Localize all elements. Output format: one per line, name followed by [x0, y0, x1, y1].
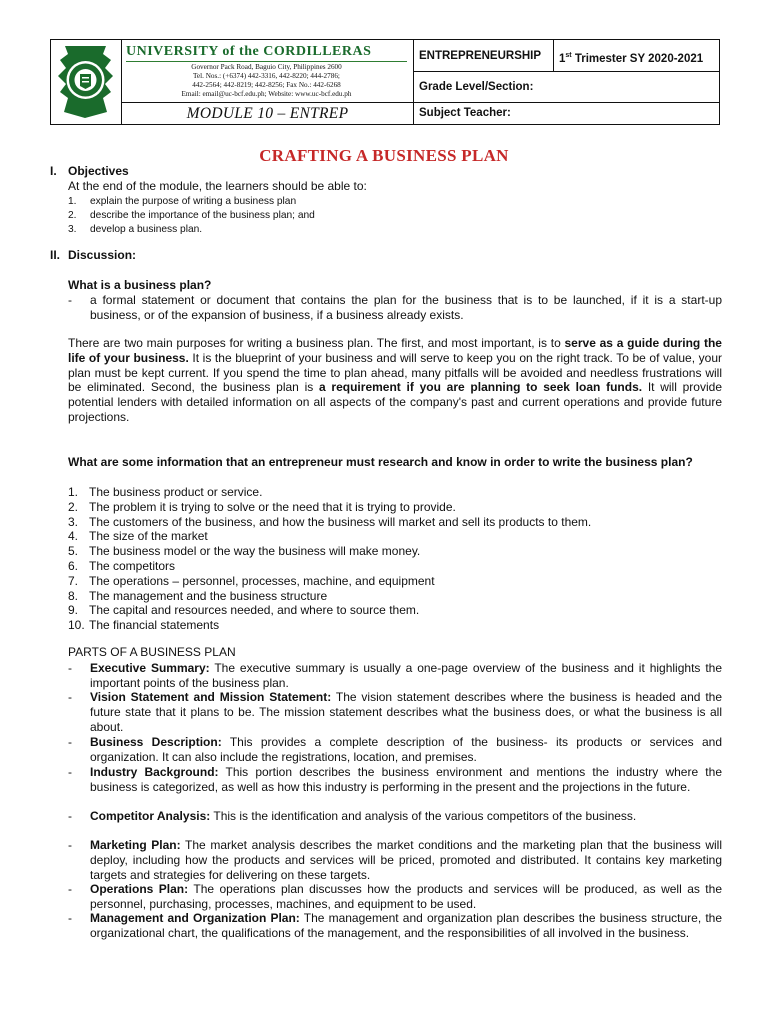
- plan-part-description: The executive summary is usually a one-page overview of the business and it highlights the important points of the business plan.: [90, 661, 722, 690]
- university-rule: [126, 61, 407, 62]
- list-number: 4.: [68, 529, 79, 544]
- address-line: 442-2564; 442-8219; 442-8256; Fax No.: 442-6268: [192, 81, 341, 89]
- grade-section-cell: Grade Level/Section:: [414, 72, 719, 103]
- trimester-number: 1: [559, 52, 566, 65]
- list-item: The operations – personnel, processes, machine, and equipment: [89, 573, 435, 588]
- list-number: 9.: [68, 603, 79, 618]
- plan-part-description: This provides a complete description of the business- its products or services and organization. It can also include the registrations, location, and premises.: [90, 735, 722, 764]
- plan-part-term: Business Description:: [90, 735, 222, 749]
- definition-text: a formal statement or document that contains the plan for the business that is to be launched, if it is a start-up business, or of the expansion of business, if a business already exists.: [90, 293, 722, 322]
- plan-part-text: [90, 911, 722, 941]
- plan-part-description: The operations plan discusses how the products and services will be produced, as well as the personnel, purchasing, processes, machines, and equipment to be used.: [90, 882, 722, 911]
- dash-marker: -: [68, 911, 72, 925]
- list-item: The capital and resources needed, and where to source them.: [89, 603, 420, 618]
- logo-cell: [51, 40, 122, 124]
- list-item: The customers of the business, and how the business will market and sell its products to them.: [89, 514, 592, 529]
- list-number: 5.: [68, 544, 79, 559]
- dash-marker: -: [68, 809, 72, 823]
- objective-number: 3.: [68, 224, 77, 235]
- dash-marker: -: [68, 661, 72, 675]
- question-heading: What are some information that an entrepreneur must research and know in order to write the business plan?: [68, 455, 693, 469]
- plan-part-text: [90, 735, 722, 765]
- objective-text: explain the purpose of writing a business plan: [90, 196, 297, 207]
- plan-part-text: [90, 809, 722, 824]
- objective-text: describe the importance of the business plan; and: [90, 210, 315, 221]
- list-item: The financial statements: [89, 618, 220, 633]
- purpose-emphasis: serve as a guide during the life of your business.: [68, 336, 722, 365]
- university-name: UNIVERSITY of the CORDILLERAS: [126, 44, 372, 59]
- plan-part-term: Management and Organization Plan:: [90, 911, 300, 925]
- subject-cell: ENTREPRENEURSHIP: [414, 40, 554, 72]
- trimester-suffix: st: [565, 52, 572, 59]
- purpose-text: It will provide potential lenders with detailed information on all aspects of the company's past and current operations and provide future projections.: [68, 380, 722, 424]
- list-item: The competitors: [89, 559, 176, 573]
- purpose-paragraph: [68, 336, 722, 425]
- list-number: 1.: [68, 485, 79, 499]
- plan-part-term: Operations Plan:: [90, 882, 189, 896]
- section-number: I.: [50, 164, 57, 178]
- objective-text: develop a business plan.: [90, 224, 203, 235]
- module-label: MODULE 10 – ENTREP: [122, 103, 414, 124]
- university-info-cell: [122, 40, 414, 103]
- list-item: The problem it is trying to solve or the need that it is trying to provide.: [89, 499, 456, 514]
- dash-marker: -: [68, 882, 72, 896]
- purpose-text: It is the blueprint of your business and will serve to keep you on the right track. To be of value, your plan must be kept current. If you spend the time to plan ahead, many pitfalls will be avoided and needless frustrations will be eliminated. Second, the business plan is: [68, 350, 722, 395]
- list-number: 2.: [68, 499, 79, 514]
- list-number: 6.: [68, 559, 79, 573]
- purpose-text: There are two main purposes for writing a business plan. The first, and most important, is to: [68, 336, 565, 350]
- plan-part-description: This portion describes the business environment and mentions the industry where the business is categorized, as well as how this industry is performing in the present and the projections in the future.: [90, 765, 722, 794]
- university-seal-icon: [51, 40, 120, 122]
- objectives-intro: At the end of the module, the learners should be able to:: [68, 179, 367, 193]
- list-number: 10.: [68, 618, 85, 633]
- plan-part-term: Industry Background:: [90, 765, 219, 779]
- plan-part-text: [90, 838, 722, 882]
- objective-number: 2.: [68, 210, 77, 221]
- dash-marker: -: [68, 293, 72, 307]
- plan-part-term: Competitor Analysis:: [90, 809, 211, 823]
- plan-part-text: [90, 690, 722, 734]
- plan-part-text: [90, 882, 722, 912]
- address-line: Tel. Nos.: (+6374) 442-3316, 442-8220; 444-2786;: [193, 72, 340, 80]
- plan-part-term: Vision Statement and Mission Statement:: [90, 690, 332, 704]
- list-number: 3.: [68, 514, 79, 529]
- university-address: [126, 63, 407, 99]
- plan-part-text: [90, 661, 722, 691]
- plan-part-term: Executive Summary:: [90, 661, 210, 675]
- plan-part-description: The vision statement describes where the business is headed and the future state that it plans to be. The mission statement describes what the business does, or what the business is all about.: [90, 690, 722, 734]
- discussion-heading: Discussion:: [68, 248, 137, 262]
- plan-part-description: This is the identification and analysis of the various competitors of the business.: [210, 809, 637, 823]
- address-line: Email: email@uc-bcf.edu.ph; Website: www.uc-bcf.edu.ph: [181, 90, 352, 98]
- parts-heading: PARTS OF A BUSINESS PLAN: [68, 645, 236, 659]
- list-item: The business model or the way the business will make money.: [89, 544, 421, 559]
- list-number: 7.: [68, 573, 79, 588]
- plan-part-description: The market analysis describes the market conditions and the marketing plan that the business will deploy, including how the products and services will be priced, promoted and distributed. It contains key marketing targets and strategies for delivering on these targets.: [90, 838, 722, 882]
- trimester-cell: [554, 40, 719, 72]
- plan-part-text: [90, 765, 722, 795]
- purpose-emphasis: a requirement if you are planning to seek loan funds.: [319, 380, 643, 395]
- module-header-table: [50, 39, 720, 125]
- section-number: II.: [50, 248, 61, 262]
- plan-part-term: Marketing Plan:: [90, 838, 181, 852]
- document-title: CRAFTING A BUSINESS PLAN: [259, 146, 509, 165]
- dash-marker: -: [68, 690, 72, 704]
- list-item: The size of the market: [89, 529, 208, 544]
- plan-part-description: The management and organization plan describes the business structure, the organizational chart, the qualifications of the management, and the responsibilities of all involved in the business.: [90, 911, 723, 940]
- address-line: Governor Pack Road, Baguio City, Philippines 2600: [191, 63, 342, 71]
- trimester-text: Trimester SY 2020-2021: [571, 52, 704, 65]
- question-heading: What is a business plan?: [68, 278, 212, 292]
- dash-marker: -: [68, 838, 72, 852]
- objectives-heading: Objectives: [68, 164, 129, 178]
- dash-marker: -: [68, 765, 72, 779]
- list-number: 8.: [68, 588, 79, 603]
- list-item: The business product or service.: [89, 485, 263, 499]
- dash-marker: -: [68, 735, 72, 749]
- list-item: The management and the business structure: [89, 588, 328, 603]
- subject-teacher-cell: Subject Teacher:: [419, 107, 511, 119]
- objective-number: 1.: [68, 196, 77, 207]
